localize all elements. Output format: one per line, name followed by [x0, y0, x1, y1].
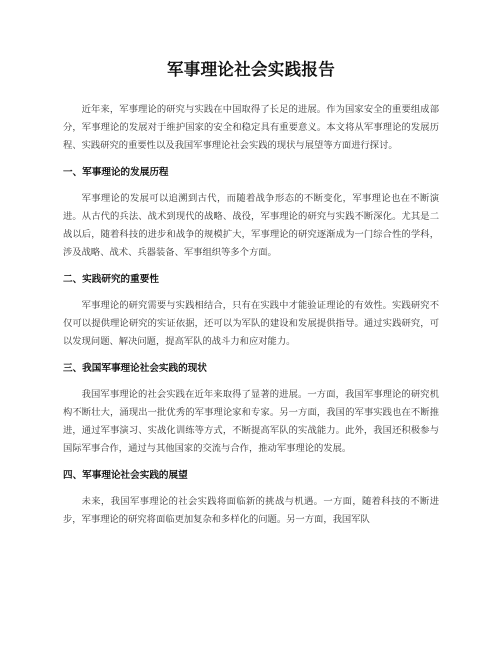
section-heading-outlook: 四、军事理论社会实践的展望 [63, 470, 188, 481]
section-body-outlook: 未来，我国军事理论的社会实践将面临新的挑战与机遇。一方面，随着科技的不断进步，军事理论的研究将面临更加复杂和多样化的问题。另一方面，我国军队 [63, 496, 439, 525]
document-title: 军事理论社会实践报告 [167, 60, 335, 79]
section-heading-status: 三、我国军事理论社会实践的现状 [63, 363, 207, 374]
section-body-importance: 军事理论的研究需要与实践相结合，只有在实践中才能验证理论的有效性。实践研究不仅可以提供理论研究的实证依据，还可以为军队的建设和发展提供指导。通过实践研究，可以发现问题、解决问题，提高军队的战斗力和应对能力。 [63, 300, 439, 347]
section-body-status: 我国军事理论的社会实践在近年来取得了显著的进展。一方面，我国军事理论的研究机构不断壮大，涌现出一批优秀的军事理论家和专家。另一方面，我国的军事实践也在不断推进，通过军事演习、实战化训练等方式，不断提高军队的实战能力。此外，我国还积极参与国际军事合作，通过与其他国家的交流与合作，推动军事理论的发展。 [63, 389, 439, 454]
section-body-history: 军事理论的发展可以追溯到古代，而随着战争形态的不断变化，军事理论也在不断演进。从古代的兵法、战术到现代的战略、战役，军事理论的研究与实践不断深化。尤其是二战以后，随着科技的进步和战争的规模扩大，军事理论的研究逐渐成为一门综合性的学科，涉及战略、战术、兵器装备、军事组织等多个方面。 [63, 193, 439, 258]
section-heading-importance: 二、实践研究的重要性 [63, 274, 159, 285]
section-heading-history: 一、军事理论的发展历程 [63, 167, 169, 178]
intro-paragraph: 近年来，军事理论的研究与实践在中国取得了长足的进展。作为国家安全的重要组成部分，军事理论的发展对于维护国家的安全和稳定具有重要意义。本文将从军事理论的发展历程、实践研究的重要性以及我国军事理论社会实践的现状与展望等方面进行探讨。 [63, 104, 439, 151]
